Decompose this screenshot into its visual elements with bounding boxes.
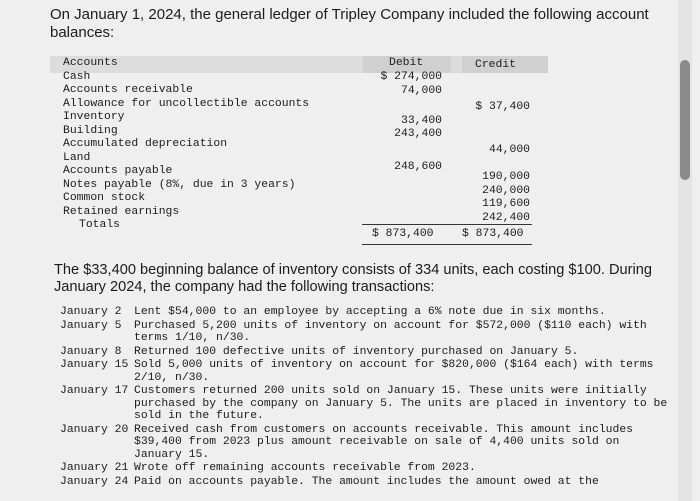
account-name: Cash (63, 70, 91, 83)
accounts-column (63, 57, 309, 233)
credit-value: 44,000 (488, 144, 530, 156)
credit-value: 240,000 (482, 184, 530, 197)
account-name: Land (63, 151, 91, 164)
transaction-date: January 17 (60, 385, 129, 397)
account-name: Accounts payable (63, 165, 173, 177)
total-credit: $ 873,400 (462, 228, 524, 240)
debit-value (370, 142, 442, 156)
transaction-text: Returned 100 defective units of inventory purchased on January 5. (134, 345, 579, 358)
debit-value: $ 274,000 (380, 71, 442, 83)
transaction-date: January 5 (60, 319, 122, 332)
totals-rule (362, 224, 532, 225)
list-item (60, 359, 670, 384)
account-name: Allowance for uncollectible accounts (63, 97, 310, 110)
transaction-text: Paid on accounts payable. The amount includes the amount owed at the (134, 475, 599, 488)
debit-column (370, 71, 442, 175)
col-accounts-header: Accounts (63, 57, 118, 69)
debit-value: 33,400 (400, 114, 442, 127)
totals-label: Totals (79, 219, 121, 231)
credit-value: 190,000 (482, 171, 530, 183)
inventory-paragraph: The $33,400 beginning balance of inventory consists of 334 units, each costing $100. During January 2024, the company had the following transactions: (54, 262, 652, 295)
list-item (60, 306, 670, 319)
account-name: Notes payable (8%, due in 3 years) (63, 178, 296, 191)
total-debit: $ 873,400 (372, 228, 434, 240)
credit-value: $ 37,400 (475, 101, 530, 113)
debit-value: 243,400 (394, 128, 442, 140)
debit-value: 248,600 (394, 161, 442, 173)
transactions-list (60, 306, 670, 488)
credit-value: 119,600 (482, 198, 530, 210)
transaction-date: January 21 (60, 462, 129, 474)
transaction-date: January 20 (60, 423, 129, 436)
list-item (60, 385, 670, 423)
list-item (60, 320, 670, 345)
list-item (60, 476, 670, 489)
transaction-text: Sold 5,000 units of inventory on account for $820,000 ($164 each) with terms 2/10, n/30. (134, 359, 654, 384)
transaction-date: January 2 (60, 306, 122, 318)
list-item (60, 424, 670, 462)
transaction-date: January 15 (60, 359, 129, 371)
col-debit-header: Debit (389, 57, 424, 69)
transaction-text: Lent $54,000 to an employee by accepting a 6% note due in six months. (134, 306, 606, 318)
account-name: Common stock (63, 192, 146, 204)
transaction-text: Customers returned 200 units sold on January 15. These units were initially purchased by the company on January 5. The units are placed in inventory to be sold in the future. (134, 385, 668, 422)
credit-value: 242,400 (482, 211, 530, 224)
transaction-date: January 24 (60, 475, 129, 488)
account-name: Inventory (63, 111, 125, 123)
transaction-text: Received cash from customers on accounts receivable. This amount includes $39,400 from 2023 plus amount receivable on sale of 4,400 units sold on January 15. (134, 423, 633, 461)
debit-value (370, 98, 442, 112)
account-name: Building (63, 124, 118, 137)
debit-value: 74,000 (400, 84, 442, 97)
account-name: Accumulated depreciation (63, 138, 228, 150)
intro-text: On January 1, 2024, the general ledger of Tripley Company included the following account balances: (50, 6, 649, 41)
transaction-text: Purchased 5,200 units of inventory on account for $572,000 ($110 each) with terms 1/10, n/30. (134, 319, 647, 344)
transaction-text: Wrote off remaining accounts receivable from 2023. (134, 462, 476, 474)
col-credit-header: Credit (475, 59, 517, 71)
scrollbar-thumb[interactable] (680, 60, 690, 180)
list-item (60, 346, 670, 359)
account-name: Retained earnings (63, 205, 180, 218)
double-rule (362, 244, 532, 245)
transaction-date: January 8 (60, 345, 122, 358)
list-item (60, 462, 670, 475)
account-name: Accounts receivable (63, 84, 193, 96)
